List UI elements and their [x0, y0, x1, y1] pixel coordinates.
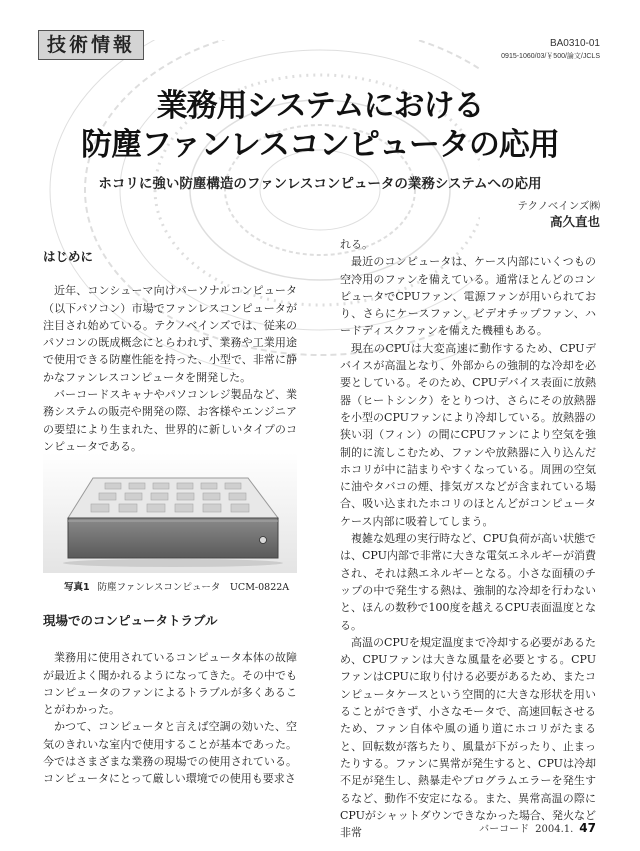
product-photo	[43, 453, 297, 573]
paragraph: れる。	[340, 238, 373, 251]
article-code: BA0310-01	[549, 38, 600, 49]
title-line-1: 業務用システムにおける	[156, 88, 484, 124]
title-line-2: 防塵ファンレスコンピュータの応用	[81, 127, 559, 163]
section-tag: 技術情報	[38, 30, 144, 60]
paragraph: 近年、コンシューマ向けパーソナルコンピュータ（以下パソコン）市場でファンレスコンピュータが注目され始めている。テクノベインズでは、従来のパソコンの既成概念にとらわれず、業務や工業用途で使用できる防塵性能を持った、小型で、非常に静かなファンレスコンピュータを開発した。	[43, 284, 297, 384]
photo-caption	[64, 579, 289, 593]
paragraph: 現在のCPUは大変高速に動作するため、CPUデバイスが高温となり、外部からの強制的な冷却を必要としている。そのため、CPUデバイス表面に放熱器（ヒートシンク）をとりつけ、さらにその放熱器を小型のCPUファンにより冷却している。放熱器の狭い羽（フィン）の間にCPUファンにより空気を強制的に流しこむため、ファンや放熱器に入り込んだホコリが中に詰まりやすくなっている。周囲の空気に油やタバコの煙、排気ガスなどが含まれている場合、吸い込まれたホコリのほとんどがコンピュータケース内部に吸着してしまう。	[340, 341, 596, 528]
fanless-computer-image	[43, 453, 297, 573]
section-heading-trouble: 現場でのコンピュータトラブル	[43, 613, 218, 628]
paragraph: バーコードスキャナやパソコンレジ製品など、業務システムの販売や開発の際、お客様やエンジニアの要望により生まれた、世界的に新しいタイプのコンピュータである。	[43, 388, 297, 453]
article-meta: 0915-1060/03/￥500/論文/JCLS	[501, 53, 600, 60]
paragraph: 複雑な処理の実行時など、CPU負荷が高い状態では、CPU内部で非常に大きな電気エネルギーが消費され、それは熱エネルギーとなる。小さな面積のチップの中で発生する熱は、強制的な冷却を行わないと、ほんの数秒で100度を越えるCPU表面温度となる。	[340, 532, 596, 632]
author-company: テクノベインズ㈱	[517, 200, 600, 212]
page-footer	[479, 820, 596, 835]
column-1-upper	[43, 248, 297, 455]
caption-label: 写真1	[64, 582, 90, 593]
issue-date: 2004.1.	[535, 824, 574, 835]
subtitle: ホコリに強い防塵構造のファンレスコンピュータの業務システムへの応用	[98, 176, 542, 192]
column-1-lower	[43, 612, 297, 788]
author-name: 高久直也	[549, 214, 600, 229]
caption-text: 防塵ファンレスコンピュータ UCM-0822A	[97, 582, 290, 593]
paragraph: 業務用に使用されているコンピュータ本体の故障が最近よく聞かれるようになってきた。その中でもコンピュータのファンによるトラブルが多くあることがわかった。	[43, 651, 297, 717]
paragraph: かつて、コンピュータと言えば空調の効いた、空気のきれいな室内で使用することが基本であった。今ではさまざまな業務の現場での使用されている。コンピュータにとって厳しい環境での使用も要求さ	[43, 720, 297, 786]
section-heading-intro: はじめに	[43, 249, 94, 264]
paragraph: 高温のCPUを規定温度まで冷却する必要があるため、CPUファンは大きな風量を必要とする。CPUファンはCPUに取り付ける必要があるため、またコンピュータケースという空間的に大きな形状を用いることができず、小さなモータで、高速回転させるため、ファン自体や風の通り道にホコリがたまると、回転数が落ちたり、風量が下がったり、止まったりする。ファンに異常が発生すると、CPUは冷却不足が発生し、熱暴走やプログラムエラーを発生するなど、動作不安定になる。また、異常高温の際にCPUがシャットダウンできなかった場合、発火など非常	[340, 635, 596, 840]
column-2	[340, 236, 596, 841]
paragraph: 最近のコンピュータは、ケース内部にいくつもの空冷用のファンを備えている。通常ほとんどのコンピュータでCPUファン、電源ファンが用いられており、さらにケースファン、ビデオチップファン、ハードディスクファンを備えた機種もある。	[340, 255, 596, 338]
magazine-name: バーコード	[479, 824, 530, 835]
page-number: 47	[579, 821, 596, 835]
